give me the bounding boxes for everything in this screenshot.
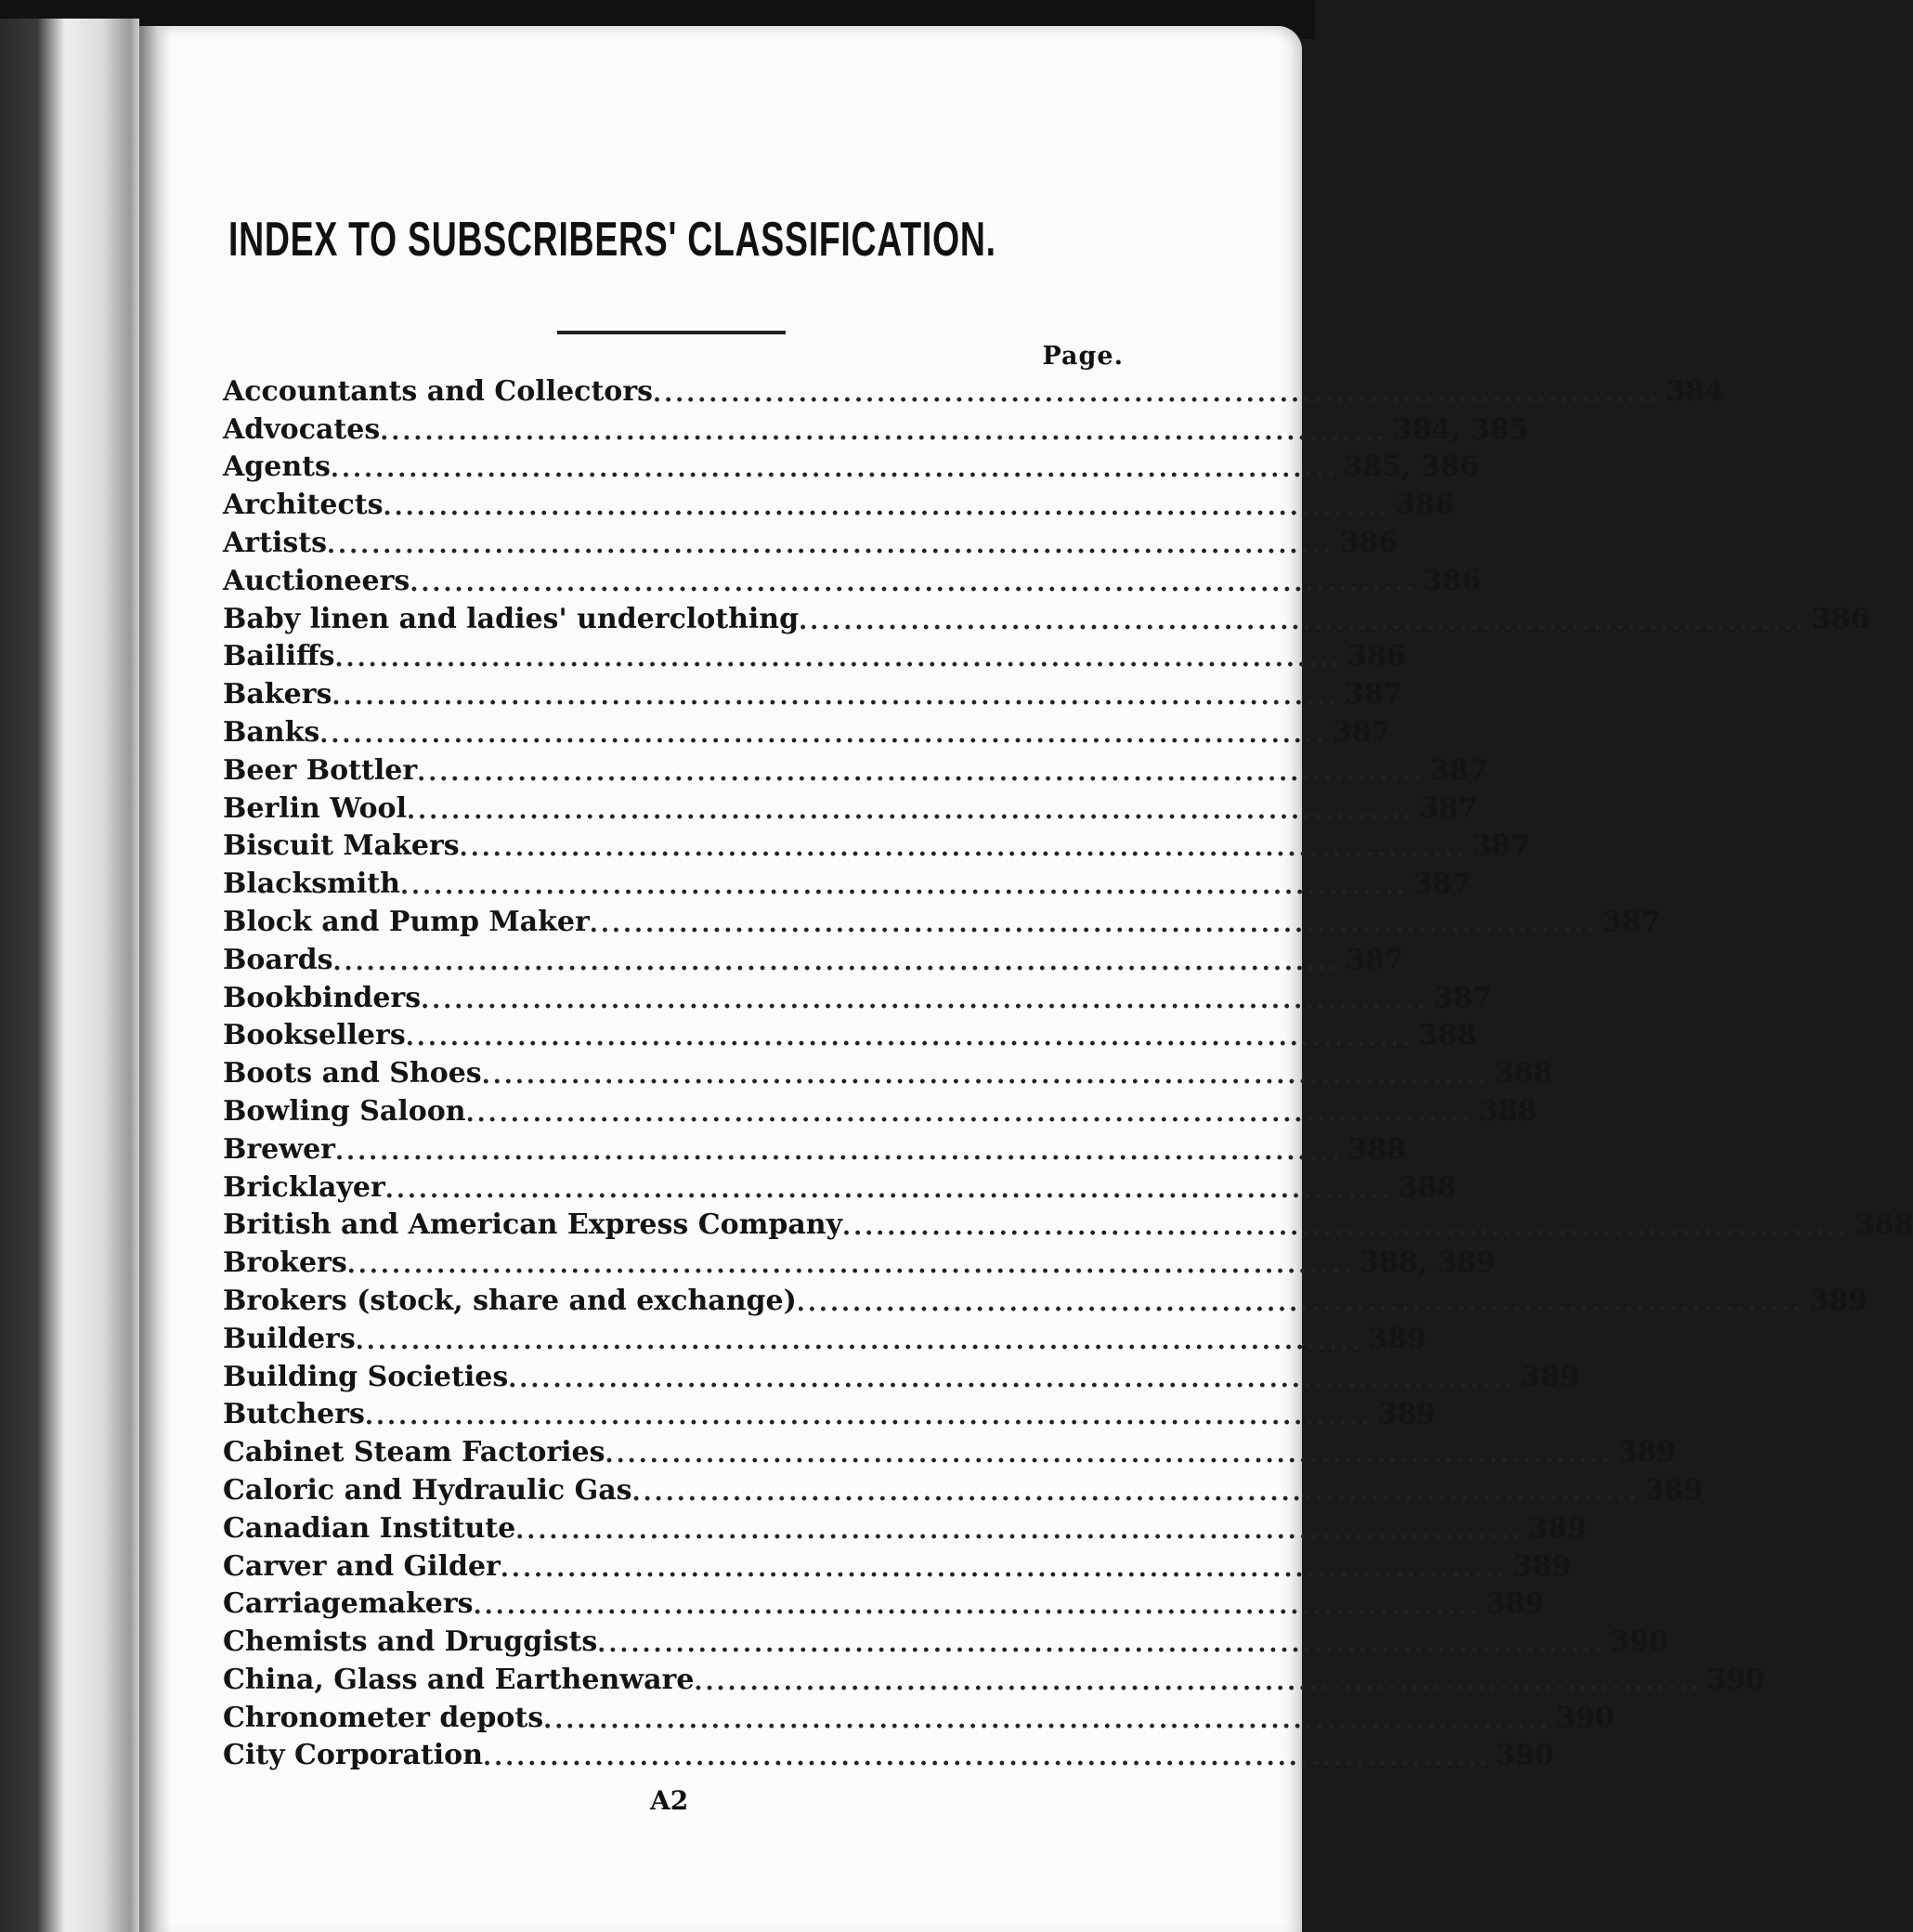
entry-label: Advocates: [223, 412, 381, 446]
entry-pages: 389: [1513, 1549, 1572, 1583]
entry-label: Booksellers: [223, 1019, 406, 1052]
index-entry: [223, 1355, 1580, 1393]
entry-label: British and American Express Company: [223, 1208, 843, 1242]
entry-label: Beer Bottler: [223, 753, 418, 787]
entry-pages: 387: [1345, 678, 1403, 711]
dot-leader: ..........................................................................................: [543, 1705, 1551, 1734]
entry-pages: 385, 386: [1343, 450, 1479, 484]
entry-pages: 390: [1555, 1701, 1615, 1734]
dot-leader: ..........................................................................................: [515, 1516, 1523, 1545]
entry-pages: 388: [1494, 1057, 1553, 1090]
index-entry-list: [223, 370, 1913, 1772]
index-entry: [223, 1620, 1669, 1659]
entry-pages: 384: [1665, 374, 1724, 408]
dot-leader: ..........................................................................................: [799, 607, 1806, 635]
entry-pages: 388: [1347, 1132, 1407, 1166]
entry-pages: 388, 389: [1360, 1247, 1496, 1280]
dot-leader: ..........................................................................................: [417, 758, 1425, 787]
entry-label: Cabinet Steam Factories: [223, 1436, 605, 1469]
entry-label: Block and Pump Maker: [223, 905, 590, 938]
entry-label: Berlin Wool: [223, 791, 407, 825]
dot-leader: ..........................................................................................: [421, 986, 1428, 1014]
dot-leader: ..........................................................................................: [500, 1554, 1508, 1583]
entry-label: Architects: [223, 489, 384, 522]
entry-label: Canadian Institute: [223, 1511, 516, 1545]
dot-leader: ..........................................................................................: [406, 796, 1414, 825]
index-entry: [223, 1279, 1868, 1317]
index-entry: [223, 1128, 1407, 1166]
dot-leader: ..........................................................................................: [355, 1326, 1363, 1355]
index-entry: [223, 672, 1403, 711]
index-entry: [223, 408, 1529, 446]
entry-pages: 390: [1495, 1739, 1555, 1772]
index-entry: [223, 597, 1870, 635]
entry-label: Brewer: [223, 1132, 335, 1166]
entry-label: Brokers (stock, share and exchange): [223, 1284, 797, 1317]
dot-leader: ..........................................................................................: [319, 720, 1327, 749]
entry-pages: 390: [1707, 1663, 1765, 1696]
entry-label: Bakers: [223, 678, 332, 711]
dot-leader: ..........................................................................................: [332, 947, 1341, 976]
entry-label: Chronometer depots: [223, 1701, 544, 1734]
entry-label: Butchers: [223, 1398, 365, 1431]
entry-pages: 389: [1645, 1473, 1703, 1507]
index-entry: [223, 1545, 1572, 1583]
index-entry: [223, 1317, 1427, 1355]
entry-pages: 388: [1398, 1170, 1457, 1204]
entry-label: Auctioneers: [223, 564, 410, 597]
entry-pages: 387: [1433, 981, 1492, 1014]
index-entry: [223, 483, 1454, 522]
entry-pages: 389: [1618, 1436, 1676, 1469]
dot-leader: ..........................................................................................: [631, 1478, 1640, 1507]
dot-leader: ..........................................................................................: [380, 417, 1387, 446]
page-column-heading: Page.: [1042, 342, 1124, 371]
index-entry: [223, 1204, 1913, 1242]
dot-leader: ..........................................................................................: [459, 834, 1467, 863]
index-entry: [223, 1583, 1544, 1621]
entry-label: Boots and Shoes: [223, 1057, 482, 1090]
entry-pages: 389: [1486, 1587, 1544, 1621]
entry-label: Bookbinders: [223, 981, 422, 1014]
dot-leader: ..........................................................................................: [399, 872, 1408, 901]
index-entry: [223, 862, 1472, 901]
entry-label: China, Glass and Earthenware: [223, 1663, 695, 1696]
dot-leader: ..........................................................................................: [589, 909, 1597, 938]
dot-leader: ..........................................................................................: [364, 1403, 1373, 1431]
index-entry: [223, 749, 1489, 787]
entry-label: Artists: [223, 526, 327, 559]
entry-label: Accountants and Collectors: [223, 374, 654, 408]
dot-leader: ..........................................................................................: [383, 493, 1391, 522]
entry-pages: 389: [1528, 1511, 1587, 1545]
entry-label: Agents: [223, 450, 331, 484]
entry-pages: 386: [1396, 489, 1454, 522]
entry-pages: 387: [1332, 715, 1391, 749]
entry-label: Building Societies: [223, 1360, 509, 1393]
entry-pages: 386: [1339, 526, 1399, 559]
entry-label: Blacksmith: [223, 868, 400, 901]
entry-pages: 387: [1429, 753, 1489, 787]
entry-pages: 389: [1520, 1360, 1580, 1393]
dot-leader: ..........................................................................................: [473, 1592, 1481, 1621]
index-entry: [223, 1469, 1703, 1507]
index-entry: [223, 1507, 1587, 1545]
dot-leader: ..........................................................................................: [597, 1630, 1605, 1659]
entry-pages: 387: [1472, 829, 1530, 863]
index-entry: [223, 787, 1478, 825]
index-entry: [223, 1090, 1537, 1128]
dot-leader: ..........................................................................................: [405, 1024, 1413, 1052]
entry-pages: 389: [1368, 1322, 1427, 1355]
index-entry: [223, 711, 1391, 749]
entry-label: Bailiffs: [223, 640, 335, 673]
entry-pages: 389: [1809, 1284, 1868, 1317]
entry-label: Bricklayer: [223, 1170, 385, 1204]
index-entry: [223, 938, 1404, 976]
index-entry: [223, 1051, 1553, 1090]
entry-pages: 388: [1418, 1019, 1477, 1052]
signature-mark: A2: [650, 1785, 689, 1816]
index-entry: [223, 825, 1530, 863]
index-entry: [223, 1430, 1676, 1469]
entry-pages: 390: [1609, 1625, 1669, 1659]
index-entry: [223, 900, 1661, 938]
index-entry: [223, 370, 1724, 408]
entry-label: Carriagemakers: [223, 1587, 474, 1621]
dot-leader: ..........................................................................................: [410, 568, 1417, 597]
index-entry: [223, 1393, 1437, 1431]
dot-leader: ..........................................................................................: [334, 1137, 1343, 1166]
entry-pages: 389: [1377, 1398, 1437, 1431]
index-entry: [223, 1166, 1457, 1204]
dot-leader: ..........................................................................................: [330, 455, 1338, 484]
index-entry: [223, 635, 1406, 673]
dot-leader: ..........................................................................................: [326, 530, 1334, 559]
dot-leader: ..........................................................................................: [384, 1175, 1393, 1204]
entry-label: Chemists and Druggists: [223, 1625, 598, 1659]
index-entry: [223, 1696, 1615, 1734]
entry-label: Baby linen and ladies' underclothing: [223, 602, 800, 635]
dot-leader: ..........................................................................................: [694, 1667, 1702, 1696]
dot-leader: ..........................................................................................: [332, 683, 1340, 711]
index-entry: [223, 446, 1479, 484]
dot-leader: ..........................................................................................: [346, 1251, 1355, 1280]
entry-label: City Corporation: [223, 1739, 484, 1772]
dot-leader: ..........................................................................................: [653, 379, 1660, 408]
dot-leader: ..........................................................................................: [465, 1099, 1474, 1128]
index-entry: [223, 1014, 1477, 1052]
entry-pages: 386: [1811, 602, 1870, 635]
dot-leader: ..........................................................................................: [605, 1441, 1613, 1469]
dot-leader: ..........................................................................................: [508, 1364, 1516, 1393]
entry-label: Carver and Gilder: [223, 1549, 501, 1583]
entry-label: Brokers: [223, 1247, 347, 1280]
dot-leader: ..........................................................................................: [842, 1213, 1850, 1242]
dot-leader: ..........................................................................................: [483, 1743, 1490, 1772]
page-title: INDEX TO SUBSCRIBERS' CLASSIFICATION.: [228, 213, 996, 267]
entry-pages: 387: [1419, 791, 1478, 825]
entry-pages: 388: [1478, 1094, 1537, 1128]
entry-pages: 386: [1422, 564, 1481, 597]
entry-label: Caloric and Hydraulic Gas: [223, 1473, 632, 1507]
entry-pages: 386: [1347, 640, 1406, 673]
entry-pages: 387: [1346, 943, 1404, 976]
entry-pages: 387: [1412, 868, 1472, 901]
dot-leader: ..........................................................................................: [796, 1288, 1804, 1317]
entry-label: Banks: [223, 715, 320, 749]
entry-pages: 387: [1602, 905, 1661, 938]
entry-label: Builders: [223, 1322, 356, 1355]
book-spine-edge: [0, 19, 139, 1932]
entry-label: Bowling Saloon: [223, 1094, 466, 1128]
entry-label: Biscuit Makers: [223, 829, 460, 863]
title-rule: [557, 331, 786, 334]
index-entry: [223, 1658, 1765, 1696]
dot-leader: ..........................................................................................: [334, 645, 1343, 673]
index-entry: [223, 521, 1399, 559]
entry-pages: 384, 385: [1392, 412, 1529, 446]
index-entry: [223, 1241, 1496, 1280]
page-gutter-shadow: [139, 26, 171, 1932]
entry-pages: 388: [1854, 1208, 1913, 1242]
index-entry: [223, 976, 1492, 1014]
index-entry: [223, 559, 1481, 597]
dot-leader: ..........................................................................................: [481, 1062, 1490, 1090]
entry-label: Boards: [223, 943, 333, 976]
index-entry: [223, 1734, 1555, 1772]
